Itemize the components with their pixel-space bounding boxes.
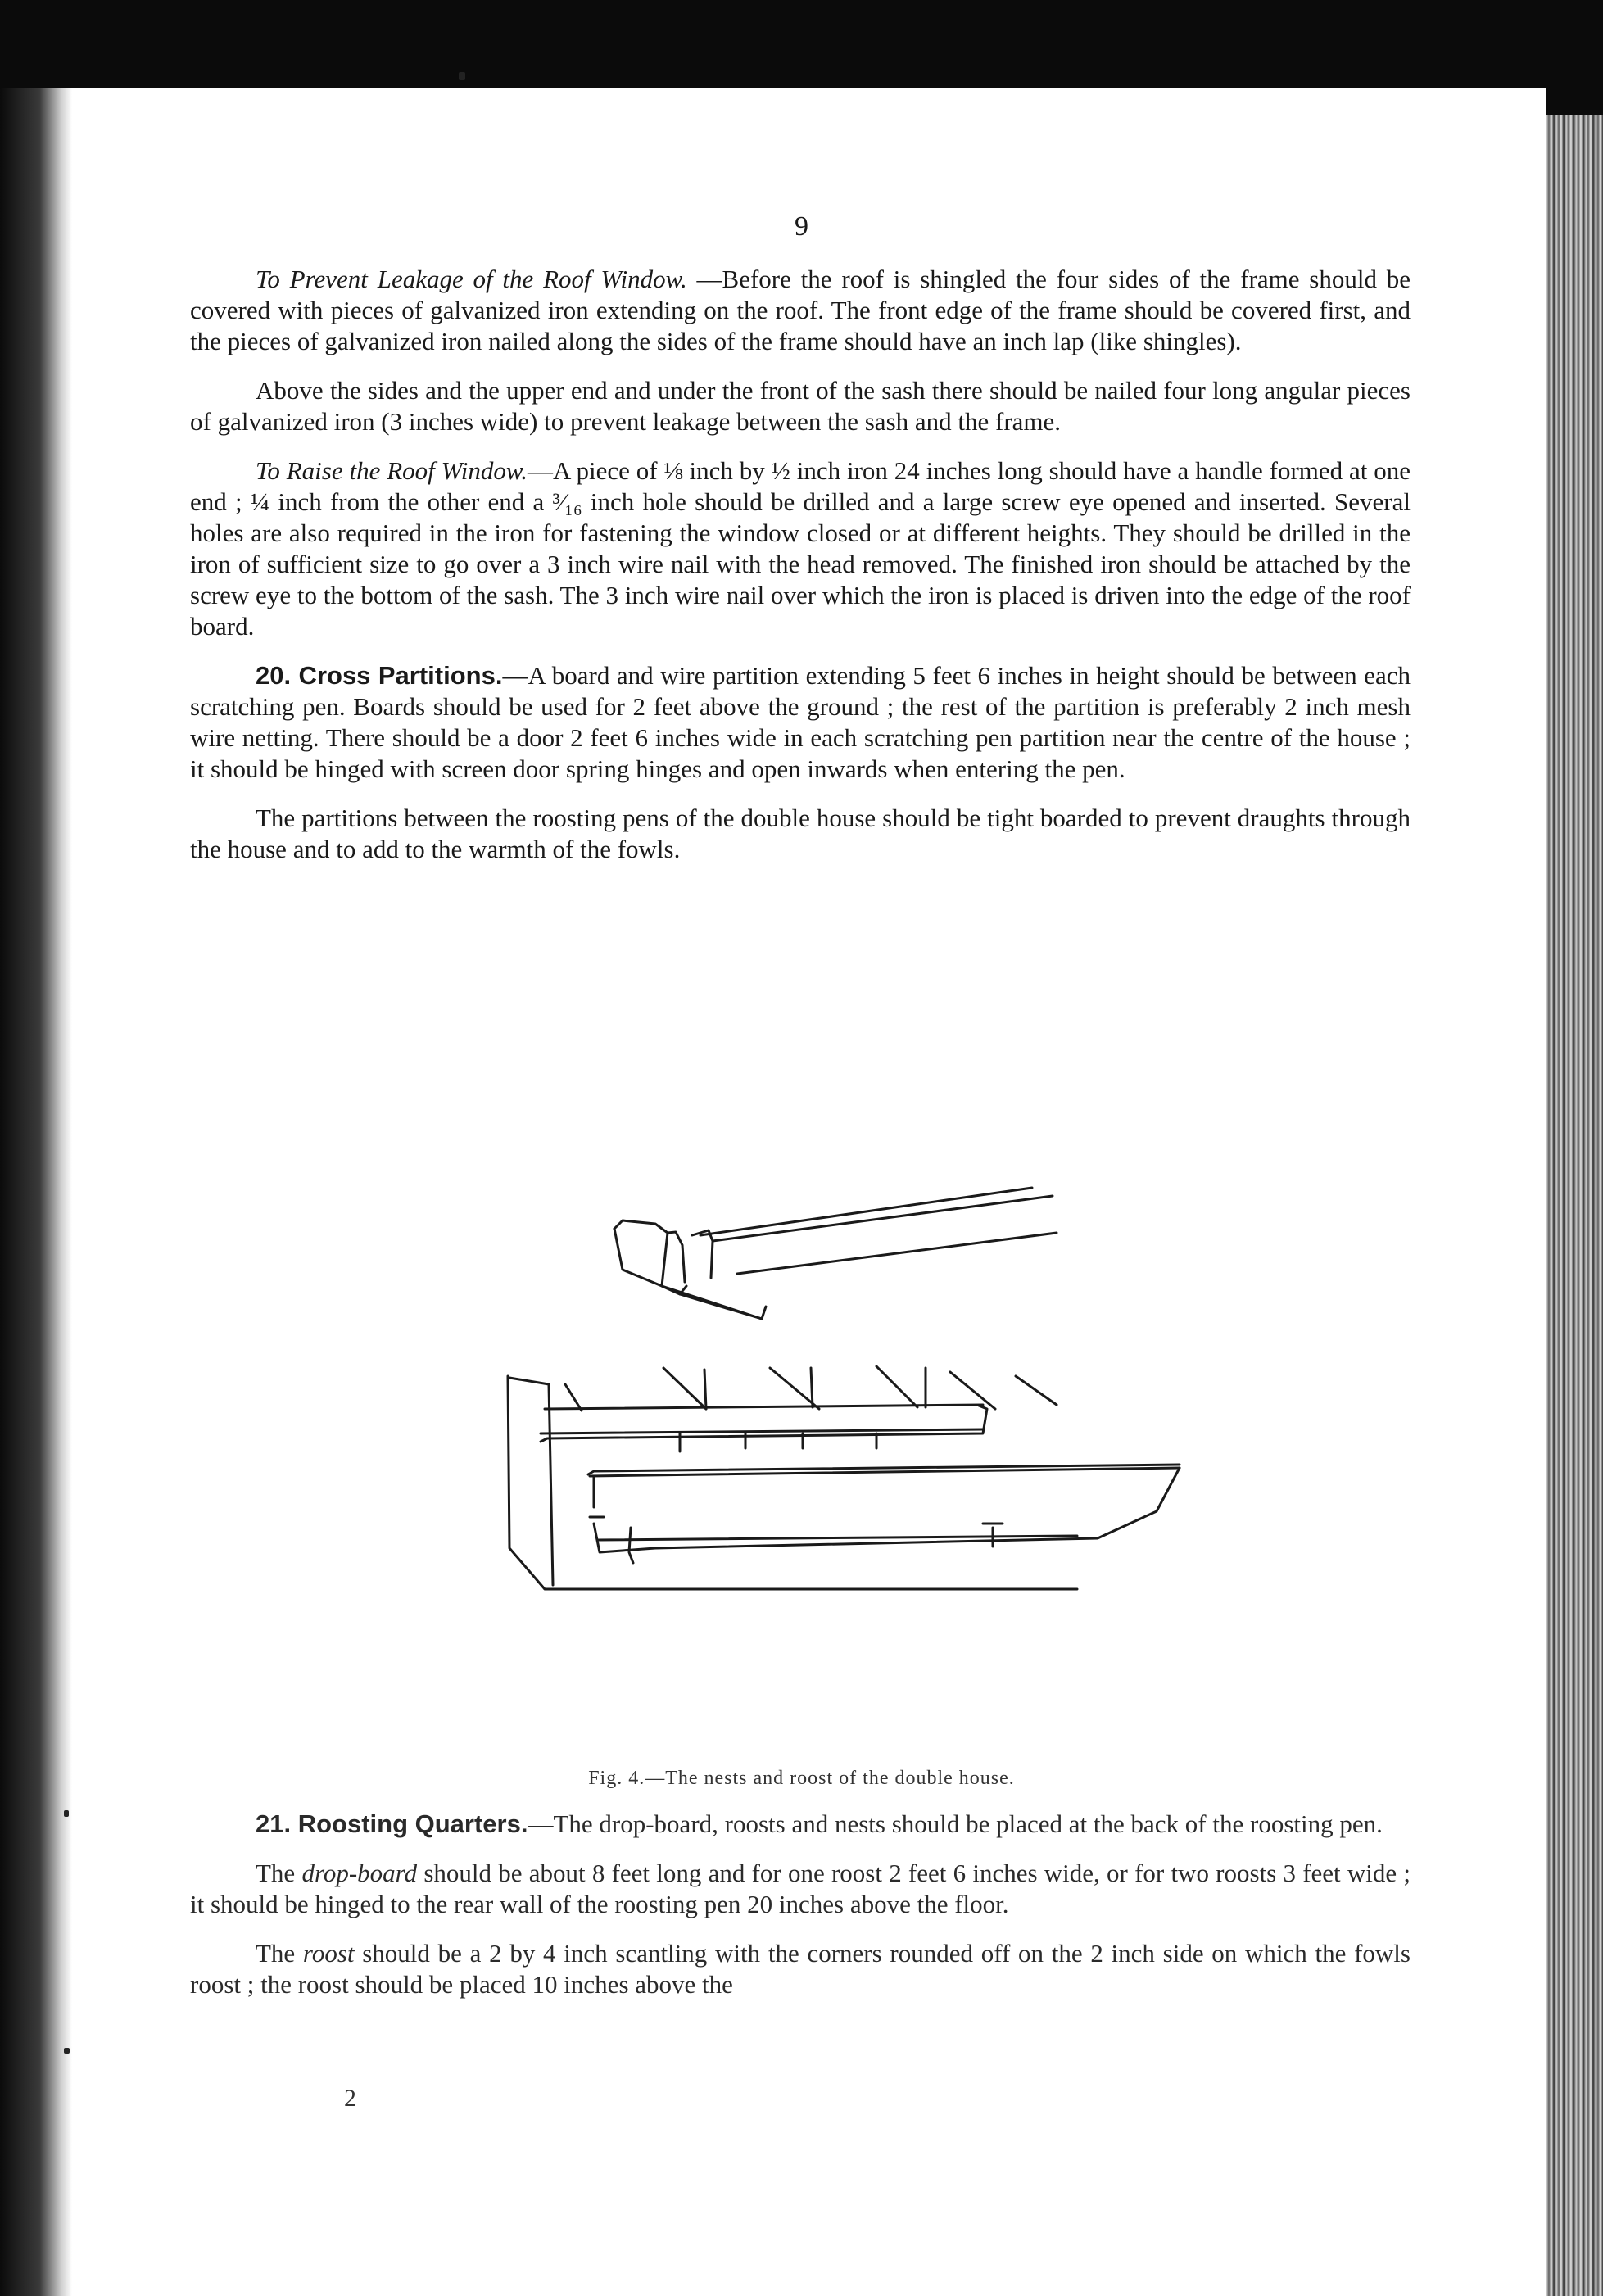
figure-caption: Fig. 4.—The nests and roost of the double house. <box>588 1768 1015 1789</box>
page-number: 9 <box>795 211 808 242</box>
paragraph-cross-partitions <box>190 660 1411 785</box>
paragraph-roof-leakage <box>190 264 1411 357</box>
page-edge-stack <box>1546 115 1603 2296</box>
scan-speck <box>459 72 465 80</box>
book-spine-shadow <box>0 88 72 2296</box>
paragraph-sash-iron <box>190 375 1411 437</box>
paragraph-drop-board <box>190 1858 1411 1920</box>
paragraph-roosting-quarters <box>190 1809 1411 1840</box>
paragraph-raise-window <box>190 455 1411 642</box>
paragraph-body: The partitions between the roosting pens of the double house should be tight boarded to prevent draughts through the house and to add to the warmth of the fowls. <box>190 804 1411 863</box>
paragraph-body: Above the sides and the upper end and under the front of the sash there should be nailed four long angular pieces of galvanized iron (3 inches wide) to prevent leakage between the sash and the frame. <box>190 376 1411 436</box>
paragraph-body: —The drop-board, roosts and nests should be placed at the back of the roosting pen. <box>528 1809 1383 1838</box>
paragraph-body: —A piece of ⅛ inch by ½ inch iron 24 inches long should have a handle formed at one end ; ¼ inch from the other end a ³⁄₁₆ inch hole should be drilled and a large screw eye opened and inserted. Several holes are also required in the iron for fastening the window closed or at different heights. They should be drilled in the iron of sufficient size to go over a 3 inch wire nail with the head removed. The finished iron should be attached by the screw eye to the bottom of the sash. The 3 inch wire nail over which the iron is placed is driven into the edge of the roof board. <box>190 456 1411 641</box>
paragraph-body-prefix: The <box>256 1859 302 1887</box>
paragraph-body: should be about 8 feet long and for one roost 2 feet 6 inches wide, or for two roosts 3 feet wide ; it should be hinged to the rear wall of the roosting pen 20 inches above the floor. <box>190 1859 1411 1918</box>
paragraph-term: drop-board <box>301 1859 418 1887</box>
body-text-bottom <box>190 1809 1411 2018</box>
paragraph-heading: To Raise the Roof Window. <box>256 456 528 485</box>
nests-and-roost-illustration <box>491 1163 1212 1737</box>
body-text-top <box>190 264 1411 883</box>
section-heading: 21. Roosting Quarters. <box>256 1809 528 1838</box>
paragraph-body: should be a 2 by 4 inch scantling with the corners rounded off on the 2 inch side on which the fowls roost ; the roost should be placed 10 inches above the <box>190 1939 1411 1999</box>
paragraph-body: —Before the roof is shingled the four sides of the frame should be covered with pieces of galvanized iron extending on the roof. The front edge of the frame should be covered first, and the pieces of galvanized iron nailed along the sides of the frame should have an inch lap (like shingles). <box>190 265 1411 355</box>
paragraph-roosting-partitions <box>190 803 1411 865</box>
scan-speck <box>64 2048 70 2054</box>
signature-mark: 2 <box>344 2085 356 2112</box>
paragraph-heading: To Prevent Leakage of the Roof Window. <box>256 265 687 293</box>
paragraph-term: roost <box>302 1939 355 1968</box>
section-heading: 20. Cross Partitions. <box>256 661 503 690</box>
scan-speck <box>64 1810 69 1817</box>
paragraph-roost <box>190 1938 1411 2000</box>
paragraph-body: —A board and wire partition extending 5 feet 6 inches in height should be between each scratching pen. Boards should be used for 2 feet above the ground ; the rest of the partition is preferably 2 inch mesh wire netting. There should be a door 2 feet 6 inches wide in each scratching pen partition near the centre of the house ; it should be hinged with screen door spring hinges and open inwards when entering the pen. <box>190 661 1411 783</box>
paragraph-body-prefix: The <box>256 1939 303 1968</box>
